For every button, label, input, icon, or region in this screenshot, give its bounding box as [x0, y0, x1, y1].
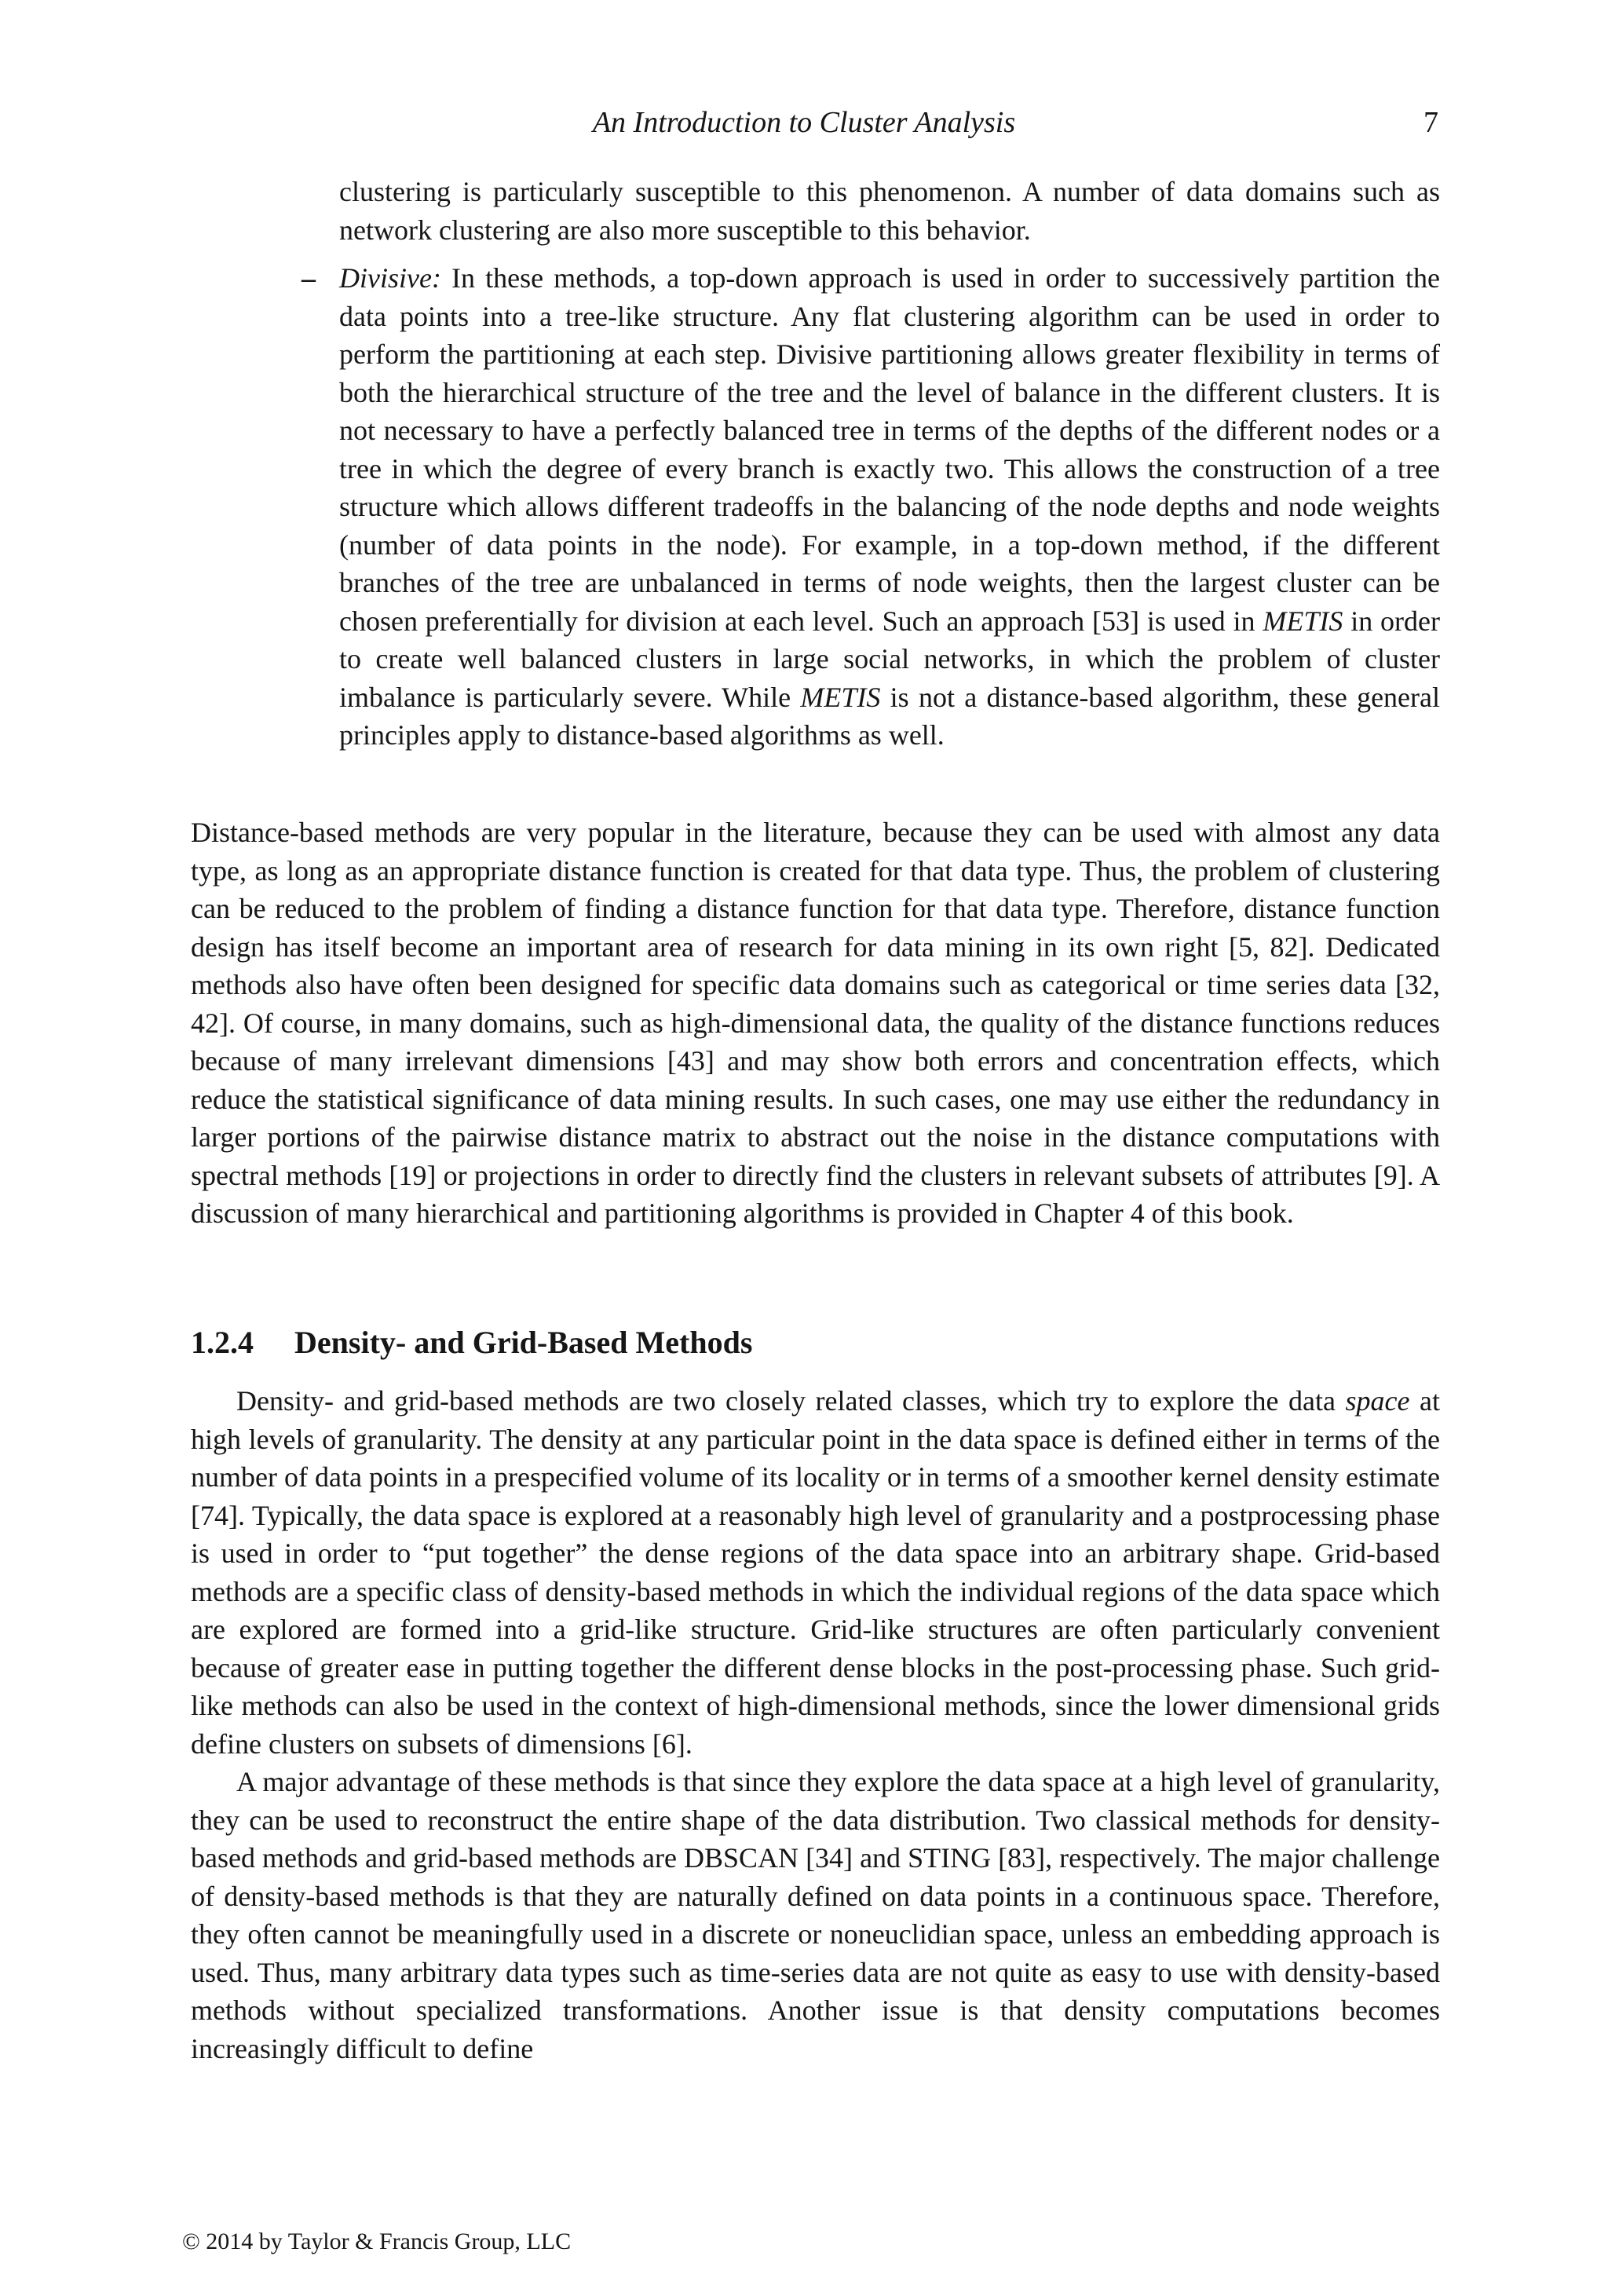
- continuation-paragraph: [339, 173, 1440, 249]
- copyright-footer: © 2014 by Taylor & Francis Group, LLC: [182, 2228, 572, 2254]
- running-title: An Introduction to Cluster Analysis: [592, 106, 1016, 139]
- divisive-text: [339, 259, 1440, 755]
- section-paragraph-2: A major advantage of these methods is that since they explore the data space at a high level of granularity, they can be used to reconstruct the entire shape of the data distribution. Two classical methods for density-based methods and grid-based methods are DBSCAN [34] and STING [83], respectively. The major challenge of density-based methods is that they are naturally defined on data points in a continuous space. Therefore, they often cannot be meaningfully used in a discrete or noneuclidian space, unless an embedding approach is used. Thus, many arbitrary data types such as time-series data are not quite as easy to use with density-based methods without specialized transformations. Another issue is that density computations becomes increasingly difficult to define: [191, 1766, 1440, 2064]
- section-number: 1.2.4: [191, 1325, 254, 1360]
- divisive-text-part-3: is not a distance-based algorithm, these general principles apply to distance-based algorithms as well.: [339, 681, 1440, 751]
- divisive-text-part-1: In these methods, a top-down approach is used in order to successively partition the data points into a tree-like structure. Any flat clustering algorithm can be used in order to perform the partitioning at each step. Divisive partitioning allows greater flexibility in terms of both the hierarchical structure of the tree and the level of balance in the different clusters. It is not necessary to have a perfectly balanced tree in terms of the depths of the different nodes or a tree in which the degree of every branch is exactly two. This allows the construction of a tree structure which allows different tradeoffs in the balancing of the node depths and node weights (number of data points in the node). For example, in a top-down method, if the different branches of the tree are unbalanced in terms of node weights, then the largest cluster can be chosen preferentially for division at each level. Such an approach [53] is used in: [339, 262, 1440, 637]
- divisive-list-item: [302, 259, 1440, 755]
- distance-text: Distance-based methods are very popular in the literature, because they can be used with almost any data type, as long as an appropriate distance function is created for that data type. Thus, the problem of clustering can be reduced to the problem of finding a distance function for that data type. Therefore, distance function design has itself become an important area of research for data mining in its own right [5, 82]. Dedicated methods also have often been designed for specific data domains such as categorical or time series data [32, 42]. Of course, in many domains, such as high-dimensional data, the quality of the distance functions reduces because of many irrelevant dimensions [43] and may show both errors and concentration effects, which reduce the statistical significance of data mining results. In such cases, one may use either the redundancy in larger portions of the pairwise distance matrix to abstract out the noise in the distance computations with spectral methods [19] or projections in order to directly find the clusters in relevant subsets of attributes [9]. A discussion of many hierarchical and partitioning algorithms is provided in Chapter 4 of this book.: [191, 817, 1440, 1229]
- running-header: [0, 101, 1608, 144]
- divisive-term: Divisive:: [339, 262, 441, 294]
- section-body: [191, 1382, 1440, 2067]
- section-title: Density- and Grid-Based Methods: [294, 1325, 753, 1360]
- section-p1-part-b: at high levels of granularity. The density at any particular point in the data space is defined either in terms of the number of data points in a prespecified volume of its locality or in terms of a smoother kernel density estimate [74]. Typically, the data space is explored at a reasonably high level of granularity and a postprocessing phase is used in order to “put together” the dense regions of the data space into an arbitrary shape. Grid-based methods are a specific class of density-based methods in which the individual regions of the data space which are explored are formed into a grid-like structure. Grid-like structures are often particularly convenient because of greater ease in putting together the different dense blocks in the post-processing phase. Such grid-like methods can also be used in the context of high-dimensional methods, since the lower dimensional grids define clusters on subsets of dimensions [6].: [191, 1385, 1441, 1760]
- page-number: 7: [1423, 106, 1438, 139]
- metis-term: METIS: [1263, 605, 1343, 637]
- metis-term: METIS: [800, 681, 881, 713]
- section-p1-part-a: Density- and grid-based methods are two closely related classes, which try to explore the data: [236, 1385, 1346, 1417]
- list-dash: –: [302, 262, 316, 294]
- distance-paragraph: [191, 813, 1440, 1233]
- continuation-text: clustering is particularly susceptible to this phenomenon. A number of data domains such as network clustering are also more susceptible to this behavior.: [339, 176, 1440, 246]
- section-heading: [191, 1321, 752, 1365]
- space-emphasis: space: [1345, 1385, 1410, 1417]
- divisive-text-part-2: in order to create well balanced clusters in large social networks, in which the problem of cluster imbalance is particularly severe. While: [339, 605, 1440, 713]
- section-paragraph-1: [191, 1382, 1440, 1763]
